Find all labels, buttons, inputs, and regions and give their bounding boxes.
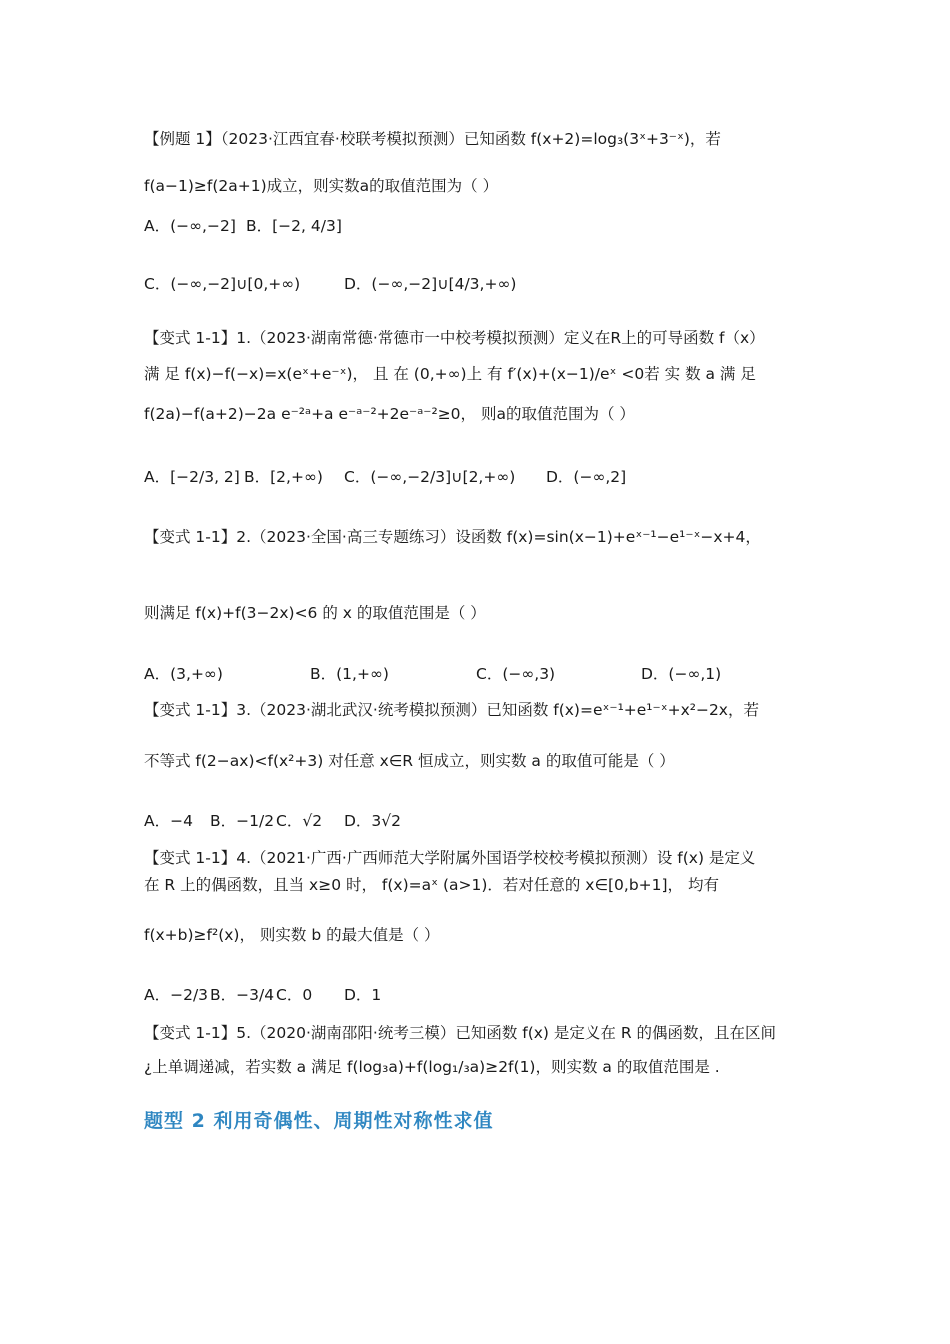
variant3-option-d: D．3√2 [344,812,402,830]
variant1-line3: f(2a)−f(a+2)−2a e⁻²ᵃ+a e⁻ᵃ⁻²+2e⁻ᵃ⁻²≥0， 则a的取值范围为（ ） [144,405,635,423]
section-heading: 题型 2 利用奇偶性、周期性对称性求值 [144,1110,494,1132]
example1-option-c: C．(−∞,−2]∪[0,+∞) [144,275,301,293]
variant4-option-c: C．0 [276,986,313,1004]
variant3-option-a: A．−4 [144,812,193,830]
example1-option-a: A．(−∞,−2] [144,217,236,235]
example1-line1: 【例题 1】（2023·江西宜春·校联考模拟预测）已知函数 f(x+2)=log₃(3ˣ+3⁻ˣ)，若 [144,130,721,148]
variant2-line2: 则满足 f(x)+f(3−2x)<6 的 x 的取值范围是（ ） [144,604,486,622]
variant1-line1: 【变式 1-1】1.（2023·湖南常德·常德市一中校考模拟预测）定义在R上的可导函数 f（x） [144,329,765,347]
example1-option-b: B．[−2, 4/3] [246,217,342,235]
variant3-option-c: C．√2 [276,812,323,830]
variant2-option-c: C．(−∞,3) [476,665,556,683]
example1-option-d: D．(−∞,−2]∪[4/3,+∞) [344,275,517,293]
variant4-option-d: D．1 [344,986,382,1004]
example1-line2: f(a−1)≥f(2a+1)成立，则实数a的取值范围为（ ） [144,177,499,195]
variant4-option-b: B．−3/4 [210,986,275,1004]
variant2-option-a: A．(3,+∞) [144,665,223,683]
variant2-line1: 【变式 1-1】2.（2023·全国·高三专题练习）设函数 f(x)=sin(x−1)+eˣ⁻¹−e¹⁻ˣ−x+4， [144,528,761,546]
variant1-line2: 满 足 f(x)−f(−x)=x(eˣ+e⁻ˣ)， 且 在 (0,+∞)上 有 f′(x)+(x−1)/eˣ <0若 实 数 a 满 足 [144,365,756,383]
variant1-option-b: B．[2,+∞) [244,468,323,486]
variant3-line2: 不等式 f(2−ax)<f(x²+3) 对任意 x∈R 恒成立，则实数 a 的取值可能是（ ） [144,752,675,770]
variant4-option-a: A．−2/3 [144,986,209,1004]
variant3-option-b: B．−1/2 [210,812,275,830]
variant2-option-d: D．(−∞,1) [641,665,722,683]
variant4-line2: 在 R 上的偶函数，且当 x≥0 时， f(x)=aˣ (a>1)．若对任意的 x∈[0,b+1]， 均有 [144,876,719,894]
variant3-line1: 【变式 1-1】3.（2023·湖北武汉·统考模拟预测）已知函数 f(x)=eˣ⁻¹+e¹⁻ˣ+x²−2x，若 [144,701,759,719]
variant1-option-a: A．[−2/3, 2] [144,468,240,486]
variant5-line2: ¿上单调递减，若实数 a 满足 f(log₃a)+f(log₁/₃a)≥2f(1)，则实数 a 的取值范围是 . [144,1058,720,1076]
variant4-line1: 【变式 1-1】4.（2021·广西·广西师范大学附属外国语学校校考模拟预测）设 f(x) 是定义 [144,849,756,867]
variant1-option-d: D．(−∞,2] [546,468,627,486]
variant4-line3: f(x+b)≥f²(x)， 则实数 b 的最大值是（ ） [144,926,440,944]
variant2-option-b: B．(1,+∞) [310,665,389,683]
variant1-option-c: C．(−∞,−2/3]∪[2,+∞) [344,468,516,486]
variant5-line1: 【变式 1-1】5.（2020·湖南邵阳·统考三模）已知函数 f(x) 是定义在 R 的偶函数，且在区间 [144,1024,777,1042]
